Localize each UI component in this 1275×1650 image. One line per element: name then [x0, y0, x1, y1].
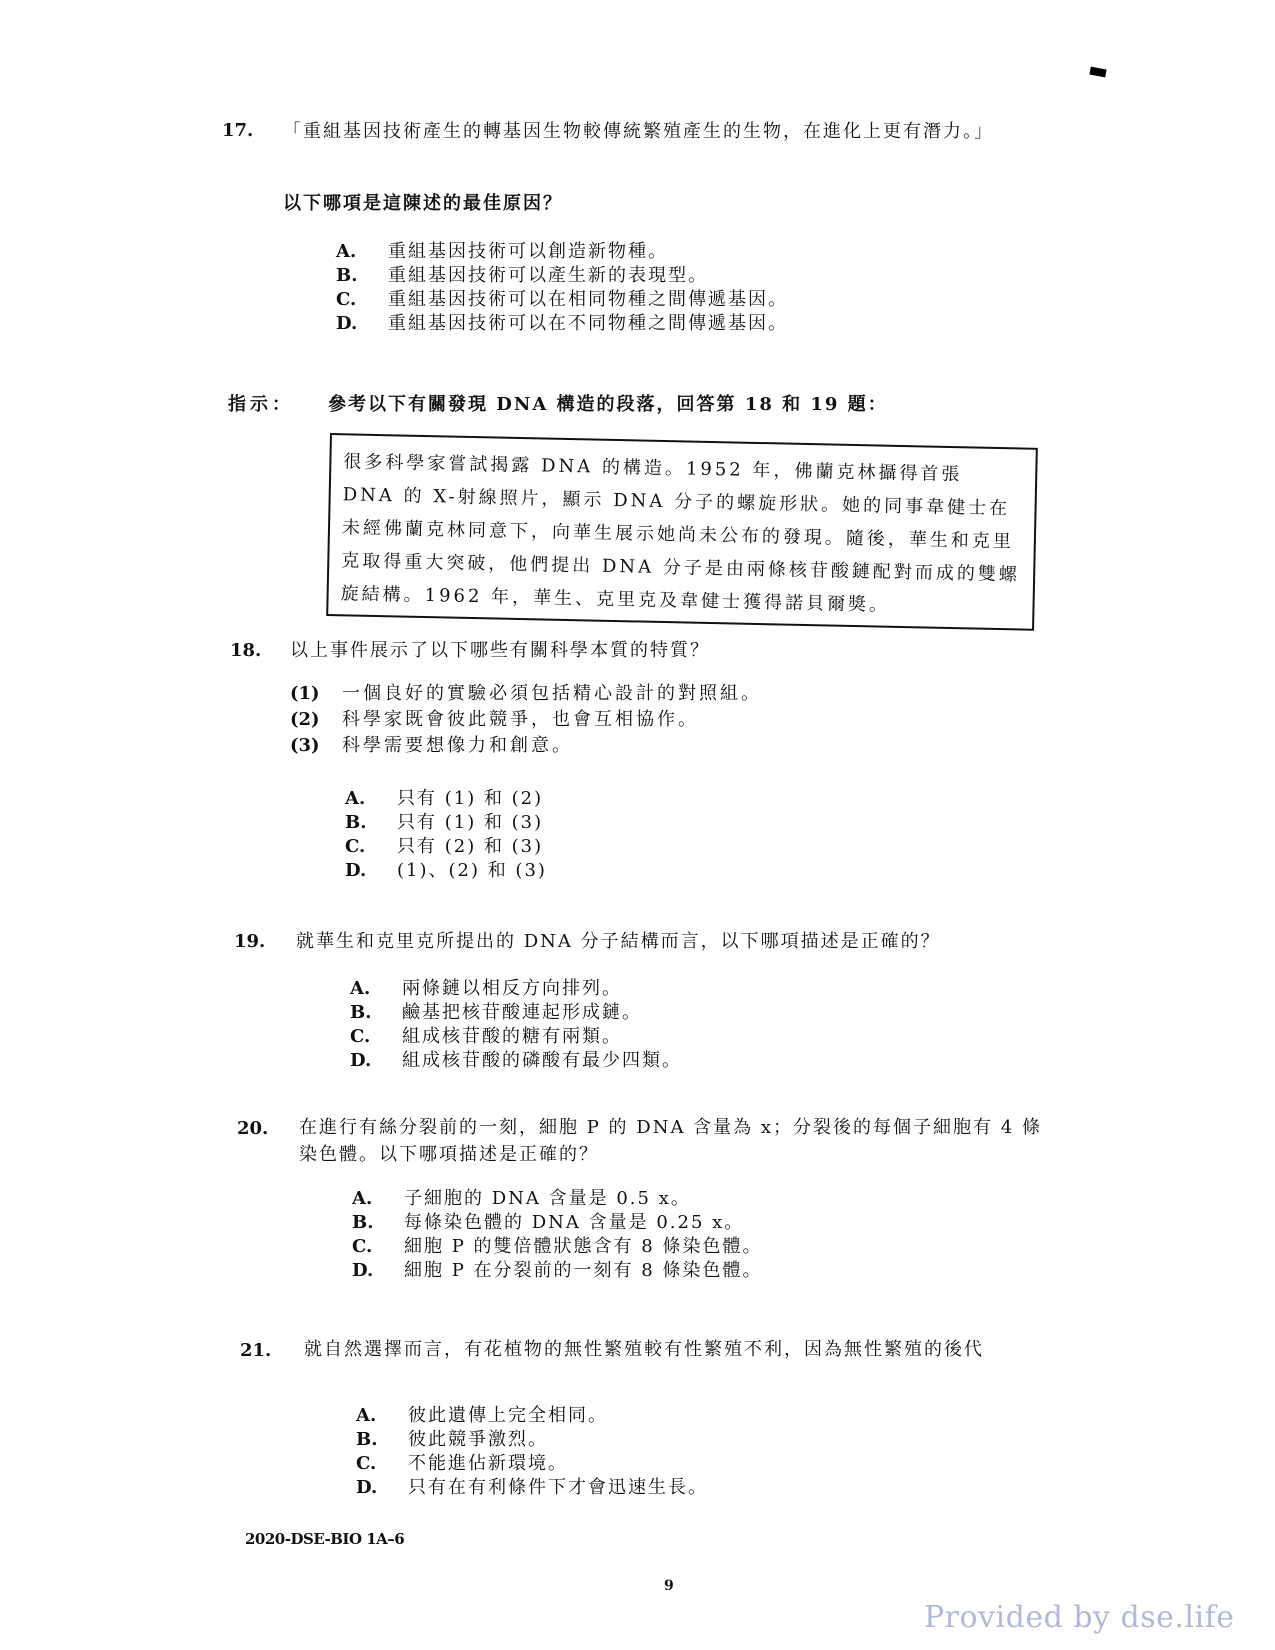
q17-number: 17.	[222, 120, 254, 141]
option-c: C. 只有 (2) 和 (3)	[345, 836, 544, 857]
directions-text: 參考以下有關發現 DNA 構造的段落，回答第 18 和 19 題：	[328, 394, 888, 415]
q18-text: 以上事件展示了以下哪些有關科學本質的特質？	[290, 640, 710, 661]
q17-text: 「重組基因技術產生的轉基因生物較傳統繁殖產生的生物，在進化上更有潛力。」	[283, 121, 994, 142]
q17-prompt: 以下哪項是這陳述的最佳原因？	[283, 193, 563, 214]
option-d: D. (1)、(2) 和 (3)	[345, 860, 547, 881]
q18-statements	[290, 681, 762, 759]
q19-text: 就華生和克里克所提出的 DNA 分子結構而言，以下哪項描述是正確的？	[296, 931, 941, 952]
q21-number: 21.	[240, 1340, 272, 1361]
option-a: A. 兩條鏈以相反方向排列。	[350, 978, 622, 999]
option-b: B. 鹼基把核苷酸連起形成鏈。	[350, 1002, 642, 1023]
watermark: Provided by dse.life	[924, 1600, 1235, 1635]
option-a: A. 重組基因技術可以創造新物種。	[336, 241, 668, 262]
directions	[228, 390, 888, 416]
q21-text: 就自然選擇而言，有花植物的無性繁殖較有性繁殖不利，因為無性繁殖的後代	[304, 1339, 984, 1360]
option-b: B. 重組基因技術可以產生新的表現型。	[336, 265, 708, 286]
q20-options	[352, 1187, 762, 1283]
paper-code: 2020-DSE-BIO 1A–6	[245, 1530, 405, 1548]
option-b: B. 只有 (1) 和 (3)	[345, 812, 544, 833]
option-c: C. 不能進佔新環境。	[356, 1453, 568, 1474]
q21-options	[356, 1404, 708, 1500]
q17-options	[336, 240, 788, 336]
option-c: C. 組成核苷酸的糖有兩類。	[350, 1026, 622, 1047]
option-d: D. 細胞 P 在分裂前的一刻有 8 條染色體。	[352, 1260, 763, 1281]
option-d: D. 重組基因技術可以在不同物種之間傳遞基因。	[336, 313, 788, 334]
option-c: C. 重組基因技術可以在相同物種之間傳遞基因。	[336, 289, 788, 310]
q19-number: 19.	[234, 931, 266, 952]
statement-2: (2) 科學家既會彼此競爭，也會互相協作。	[290, 709, 699, 730]
option-a: A. 只有 (1) 和 (2)	[345, 788, 544, 809]
statement-3: (3) 科學需要想像力和創意。	[290, 735, 573, 756]
option-b: B. 每條染色體的 DNA 含量是 0.25 x。	[352, 1212, 745, 1233]
option-a: A. 子細胞的 DNA 含量是 0.5 x。	[352, 1188, 691, 1209]
option-d: D. 只有在有利條件下才會迅速生長。	[356, 1477, 708, 1498]
q18-options	[345, 787, 547, 883]
option-a: A. 彼此遺傳上完全相同。	[356, 1405, 608, 1426]
option-d: D. 組成核苷酸的磷酸有最少四類。	[350, 1050, 682, 1071]
corner-registration-mark	[1089, 67, 1106, 78]
directions-label: 指示：	[228, 394, 294, 415]
option-c: C. 細胞 P 的雙倍體狀態含有 8 條染色體。	[352, 1236, 763, 1257]
page-number: 9	[664, 1578, 674, 1594]
option-b: B. 彼此競爭激烈。	[356, 1429, 548, 1450]
dna-passage-box: 很多科學家嘗試揭露 DNA 的構造。1952 年，佛蘭克林攝得首張 DNA 的 X-射線照片，顯示 DNA 分子的螺旋形狀。她的同事韋健士在未經佛蘭克林同意下，向華生展示她尚未公布的發現。隨後，華生和克里克取得重大突破，他們提出 DNA 分子是由兩條核苷酸鏈配對而成的雙螺旋結構。1962 年，華生、克里克及韋健士獲得諾貝爾獎。	[326, 433, 1038, 631]
q20-text: 在進行有絲分裂前的一刻，細胞 P 的 DNA 含量為 x；分裂後的每個子細胞有 4 條染色體。以下哪項描述是正確的？	[299, 1117, 1042, 1165]
q19-options	[350, 977, 682, 1073]
statement-1: (1) 一個良好的實驗必須包括精心設計的對照組。	[290, 683, 762, 704]
q18-number: 18.	[230, 640, 262, 661]
q20-number: 20.	[237, 1118, 269, 1139]
